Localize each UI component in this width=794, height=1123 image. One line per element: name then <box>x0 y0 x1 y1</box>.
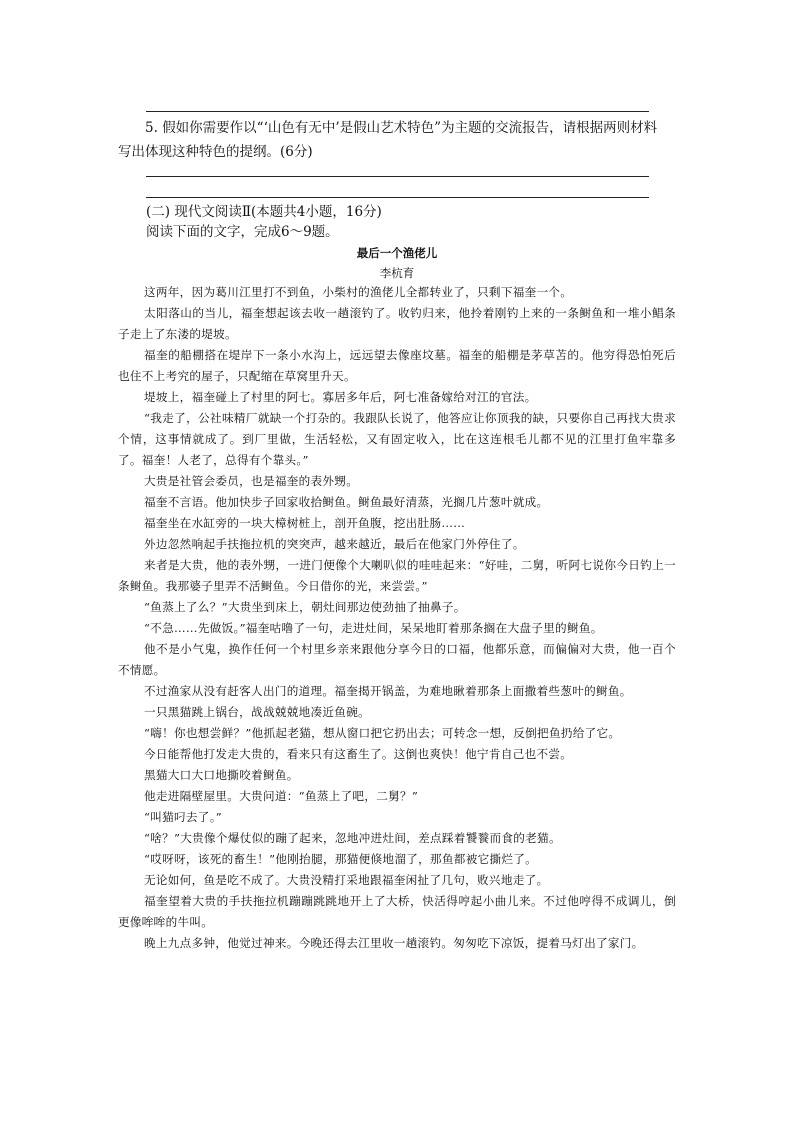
story-paragraph: 外边忽然响起手扶拖拉机的突突声，越来越近，最后在他家门外停住了。 <box>144 537 525 551</box>
story-paragraph: 不过渔家从没有赶客人出门的道理。福奎揭开锅盖，为难地瞅着那条上面撒着些葱叶的鲥鱼。 <box>144 684 632 698</box>
question-5 <box>118 116 658 164</box>
story-paragraph: 太阳落山的当儿，福奎想起该去收一趟滚钓了。收钓归来，他拎着刚钓上来的一条鲥鱼和一堆小鲳条子走上了东溇的堤坡。 <box>118 306 676 341</box>
story-paragraph: 大贵是社管会委员，也是福奎的表外甥。 <box>144 474 359 488</box>
story-paragraph: 福奎不言语。他加快步子回家收拾鲥鱼。鲥鱼最好清蒸，光搁几片葱叶就成。 <box>144 495 549 509</box>
story-paragraph: 一只黑猫跳上锅台，战战兢兢地凑近鱼碗。 <box>144 705 370 719</box>
story-paragraph: 福奎的船棚搭在堤岸下一条小水沟上，远远望去像座坟墓。福奎的船棚是茅草苫的。他穷得恐怕死后也住不上考究的屋子，只配缩在草窝里升天。 <box>118 348 676 383</box>
story-paragraph: 堤坡上，福奎碰上了村里的阿七。寡居多年后，阿七准备嫁给对江的官法。 <box>144 390 537 404</box>
question-text: 假如你需要作以“‘山色有无中’是假山艺术特色”为主题的交流报告，请根据两则材料写出体现这种特色的提纲。(6分) <box>118 120 658 160</box>
story-paragraph: 无论如何，鱼是吃不成了。大贵没精打采地跟福奎闲扯了几句，败兴地走了。 <box>144 873 549 887</box>
answer-line <box>146 197 649 198</box>
answer-line <box>146 176 649 177</box>
story-paragraph: 来者是大贵，他的表外甥，一进门便像个大喇叭似的哇哇起来：“好哇，二舅，听阿七说你今日钓上一条鲥鱼。我那婆子里弄不活鲥鱼。今日借你的光，来尝尝。” <box>118 558 676 593</box>
question-number: 5. <box>145 120 158 136</box>
story-paragraph: “嗨！你也想尝鲜？”他抓起老猫，想从窗口把它扔出去；可转念一想，反倒把鱼扔给了它。 <box>144 726 621 740</box>
story-paragraph: “叫猫叼去了。” <box>144 810 223 824</box>
answer-line <box>146 111 649 112</box>
story-paragraph: 福奎坐在水缸旁的一块大樟树桩上，剖开鱼腹，挖出肚肠…… <box>144 516 466 530</box>
story-paragraph: “不急……先做饭。”福奎咕噜了一句，走进灶间，呆呆地盯着那条搁在大盘子里的鲥鱼。 <box>144 621 603 635</box>
section-instruction: 阅读下面的文字，完成6～9题。 <box>146 224 339 240</box>
story-paragraph: 福奎望着大贵的手扶拖拉机蹦蹦跳跳地开上了大桥，快活得哼起小曲儿来。不过他哼得不成调儿，倒更像哞哞的牛叫。 <box>118 894 676 929</box>
story-paragraph: 他走进隔壁屋里。大贵问道：“鱼蒸上了吧，二舅？” <box>144 789 419 803</box>
story-paragraph: “啥？”大贵像个爆仗似的蹦了起来，忽地冲进灶间，差点踩着饕餮而食的老猫。 <box>144 831 561 845</box>
story-paragraph: “我走了，公社味精厂就缺一个打杂的。我跟队长说了，他答应让你顶我的缺，只要你自己再找大贵求个情，这事情就成了。到厂里做，生活轻松，又有固定收入，比在这连根毛儿都不见的江里打鱼牢靠多了。福奎！人老了，总得有个靠头。” <box>118 411 676 467</box>
story-paragraph: 这两年，因为葛川江里打不到鱼，小柴村的渔佬儿全都转业了，只剩下福奎一个。 <box>144 285 573 299</box>
story-paragraph: 晚上九点多钟，他觉过神来。今晚还得去江里收一趟滚钓。匆匆吃下凉饭，提着马灯出了家门。 <box>144 936 644 950</box>
story-paragraph: 今日能帮他打发走大贵的，看来只有这畜生了。这倒也爽快！他宁肯自己也不尝。 <box>144 747 573 761</box>
story-paragraph: 黑猫大口大口地撕咬着鲥鱼。 <box>144 768 299 782</box>
story-paragraph: “鱼蒸上了么？”大贵坐到床上，朝灶间那边使劲抽了抽鼻子。 <box>144 600 466 614</box>
section-heading: (二) 现代文阅读Ⅱ(本题共4小题，16分) <box>146 204 382 220</box>
story-author: 李杭育 <box>379 266 415 280</box>
story-body <box>118 282 676 954</box>
story-paragraph: “哎呀呀，该死的畜生！”他刚抬腿，那猫便倏地溜了，那鱼都被它撕烂了。 <box>144 852 538 866</box>
story-title: 最后一个渔佬儿 <box>356 246 438 260</box>
story-paragraph: 他不是小气鬼，换作任何一个村里乡亲来跟他分享今日的口福，他都乐意，而偏偏对大贵，他一百个不情愿。 <box>118 642 676 677</box>
